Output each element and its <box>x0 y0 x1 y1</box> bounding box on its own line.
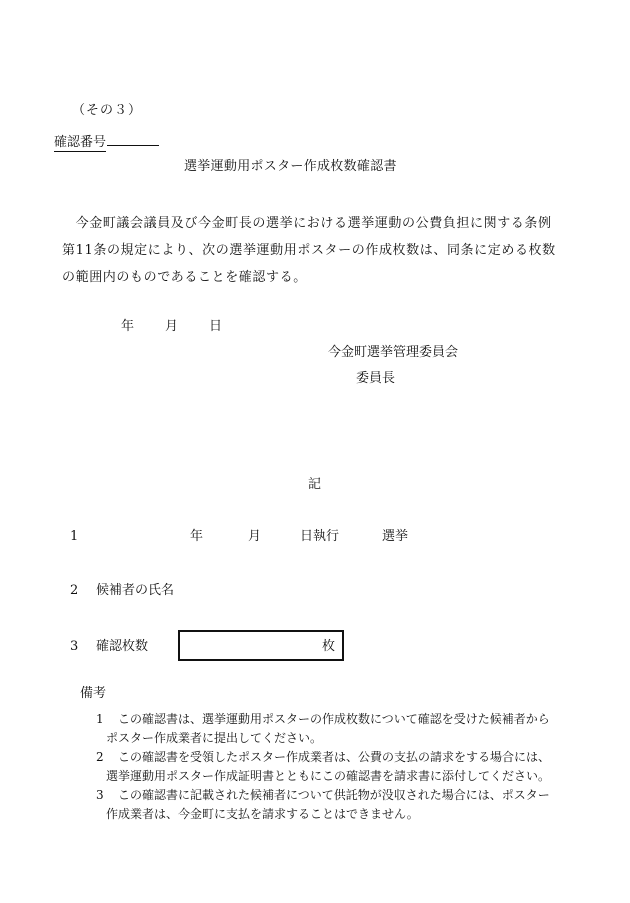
chair-title: 委員長 <box>356 371 396 386</box>
committee-name: 今金町選挙管理委員会 <box>328 345 459 360</box>
date-day: 日 <box>209 319 223 334</box>
remark-line: 選挙運動用ポスター作成証明書とともにこの確認書を請求書に添付してください。 <box>106 769 551 783</box>
item1-day: 日執行 <box>300 529 340 544</box>
item2-label: 候補者の氏名 <box>96 583 175 598</box>
item1-year: 年 <box>190 529 204 544</box>
remark-item <box>96 710 596 748</box>
count-input-box[interactable] <box>178 630 344 661</box>
item-number: 3 <box>70 639 79 654</box>
item1-month: 月 <box>248 529 262 544</box>
remark-item <box>96 786 596 824</box>
remark-number: 2 <box>96 750 104 764</box>
item-election-date <box>70 530 408 543</box>
remarks-heading: 備考 <box>80 686 107 701</box>
count-unit: 枚 <box>321 639 335 654</box>
item-number: 2 <box>70 583 79 598</box>
item1-election: 選挙 <box>382 529 409 544</box>
item3-label: 確認枚数 <box>96 639 149 654</box>
remarks-list <box>96 710 596 824</box>
remark-number: 3 <box>96 788 104 802</box>
ki-heading: 記 <box>308 477 322 492</box>
remark-line: この確認書を受領したポスター作成業者は、公費の支払の請求をする場合には、 <box>118 750 551 764</box>
confirmation-number <box>54 134 159 149</box>
date-month: 月 <box>165 319 179 334</box>
date-line <box>121 320 222 333</box>
body-line: の範囲内のものであることを確認する。 <box>62 270 307 285</box>
form-number-label: （その３） <box>72 103 143 118</box>
item-number: 1 <box>70 529 79 544</box>
item-confirmed-count <box>70 640 148 653</box>
date-year: 年 <box>121 319 135 334</box>
remark-item <box>96 748 596 786</box>
remark-line: 作成業者は、今金町に支払を請求することはできません。 <box>106 807 419 821</box>
confirmation-number-label: 確認番号 <box>54 135 107 150</box>
item-candidate-name <box>70 584 174 597</box>
body-paragraph <box>62 210 582 291</box>
document-title: 選挙運動用ポスター作成枚数確認書 <box>184 159 397 174</box>
body-line: 第11条の規定により、次の選挙運動用ポスターの作成枚数は、同条に定める枚数 <box>62 243 556 258</box>
remark-line: この確認書は、選挙運動用ポスターの作成枚数について確認を受けた候補者から <box>118 712 550 726</box>
body-line: 今金町議会議員及び今金町長の選挙における選挙運動の公費負担に関する条例 <box>62 216 552 231</box>
remark-line: ポスター作成業者に提出してください。 <box>106 731 323 745</box>
confirmation-number-blank <box>107 134 159 146</box>
remark-number: 1 <box>96 712 104 726</box>
remark-line: この確認書に記載された候補者について供託物が没収された場合には、ポスター <box>118 788 550 802</box>
